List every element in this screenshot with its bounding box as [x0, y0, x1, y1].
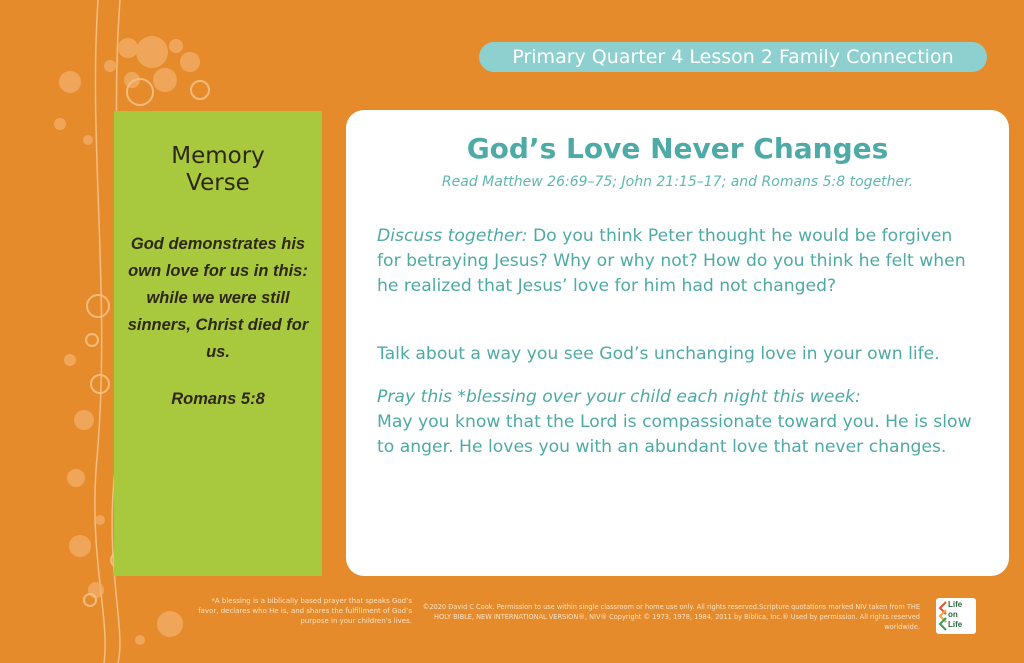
- pray-label: Pray this *blessing over your child each night this week:: [377, 387, 861, 407]
- lesson-banner: Primary Quarter 4 Lesson 2 Family Connection: [479, 42, 987, 72]
- lesson-title: God’s Love Never Changes: [466, 132, 889, 165]
- copyright-notice: ©2020 David C Cook. Permission to use within single classroom or home use only. All rights reserved.Scripture quotations marked NIV taken from THE HOLY BIBLE, NEW INTERNATIONAL VERSION®, NIV® Copyright © 1973, 1978, 1984, 2011 by Biblica, Inc.® Used by permission. All rights reserved worldwide.: [422, 603, 920, 631]
- blessing-footnote: *A blessing is a biblically based prayer that speaks God’s favor, declares who He is, and shares the fulfillment of God’s purpose in your children’s lives.: [198, 597, 412, 625]
- reading-instruction: Read Matthew 26:69–75; John 21:15–17; and Romans 5:8 together.: [441, 174, 914, 190]
- memory-verse-panel: [114, 111, 322, 576]
- life-on-life-logo: [936, 598, 976, 634]
- memory-verse-title: Memory Verse: [171, 143, 265, 196]
- memory-verse-reference: Romans 5:8: [171, 390, 265, 408]
- discuss-text: Do you think Peter thought he would be forgiven for betraying Jesus? Why or why not? How do you think he felt when he realized that Jesus’ love for him had not changed?: [377, 226, 966, 296]
- prayer-paragraph: [377, 385, 977, 460]
- discuss-label: Discuss together:: [377, 226, 528, 246]
- prayer-text: May you know that the Lord is compassionate toward you. He is slow to anger. He loves you with an abundant love that never changes.: [377, 412, 972, 457]
- memory-verse-text: God demonstrates his own love for us in this: while we were still sinners, Christ died for us.: [127, 235, 309, 361]
- discuss-paragraph: [377, 224, 977, 299]
- lesson-card: [346, 110, 1009, 576]
- talk-paragraph: Talk about a way you see God’s unchanging love in your own life.: [377, 344, 940, 364]
- logo-text: Life on Life: [948, 600, 963, 629]
